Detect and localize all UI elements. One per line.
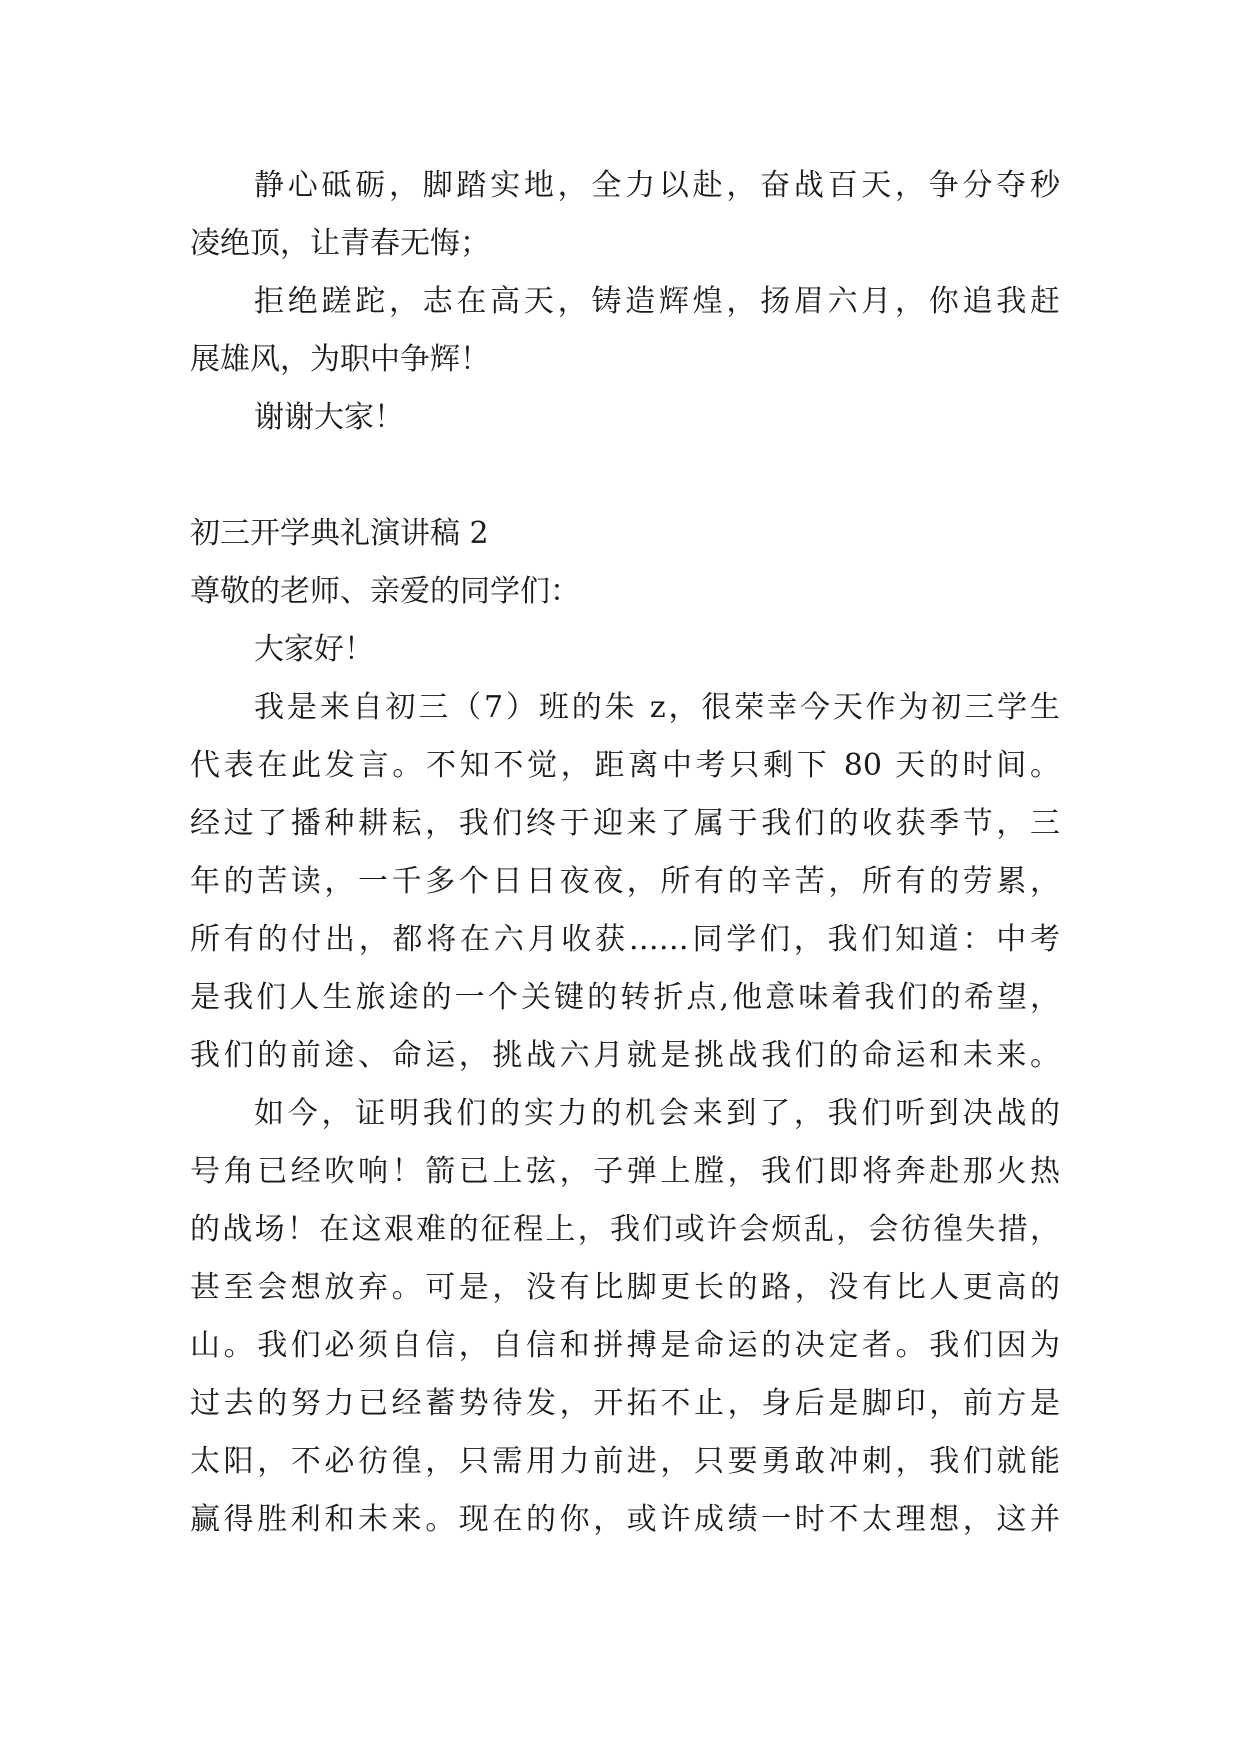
text-line: 大家好！ — [254, 632, 374, 667]
text-line: 太阳，不必彷徨，只需用力前进，只要勇敢冲刺，我们就能 — [190, 1444, 1060, 1479]
text-line: 的战场！在这艰难的征程上，我们或许会烦乱，会彷徨失措， — [190, 1212, 1060, 1247]
text-line: 年的苦读，一千多个日日夜夜，所有的辛苦，所有的劳累， — [190, 864, 1060, 899]
text-line: 山。我们必须自信，自信和拼搏是命运的决定者。我们因为 — [190, 1328, 1060, 1363]
text-line: 所有的付出，都将在六月收获……同学们，我们知道：中考 — [190, 922, 1060, 957]
text-line: 我们的前途、命运，挑战六月就是挑战我们的命运和未来。 — [190, 1038, 1060, 1073]
section-heading: 初三开学典礼演讲稿 2 — [190, 516, 489, 551]
text-line: 如今，证明我们的实力的机会来到了，我们听到决战的 — [254, 1096, 1060, 1131]
text-line: 凌绝顶，让青春无悔； — [190, 226, 490, 261]
text-line: 经过了播种耕耘，我们终于迎来了属于我们的收获季节，三 — [190, 806, 1060, 841]
text-line: 我是来自初三（7）班的朱 z，很荣幸今天作为初三学生 — [254, 690, 1060, 725]
text-line: 是我们人生旅途的一个关键的转折点,他意味着我们的希望， — [190, 980, 1060, 1015]
text-line: 展雄风，为职中争辉！ — [190, 342, 490, 377]
salutation: 尊敬的老师、亲爱的同学们： — [190, 574, 580, 609]
document-body — [190, 157, 1060, 1549]
text-line: 静心砥砺，脚踏实地，全力以赴，奋战百天，争分夺秒 — [254, 168, 1060, 203]
text-line: 谢谢大家！ — [254, 400, 404, 435]
paragraph-gap — [190, 447, 1060, 505]
text-line: 拒绝蹉跎，志在高天，铸造辉煌，扬眉六月，你追我赶 — [254, 284, 1060, 319]
text-line: 号角已经吹响！箭已上弦，子弹上膛，我们即将奔赴那火热 — [190, 1154, 1060, 1189]
text-line: 代表在此发言。不知不觉，距离中考只剩下 80 天的时间。 — [190, 748, 1060, 783]
text-line: 赢得胜利和未来。现在的你，或许成绩一时不太理想，这并 — [190, 1502, 1060, 1537]
text-line: 甚至会想放弃。可是，没有比脚更长的路，没有比人更高的 — [190, 1270, 1060, 1305]
text-line: 过去的努力已经蓄势待发，开拓不止，身后是脚印，前方是 — [190, 1386, 1060, 1421]
